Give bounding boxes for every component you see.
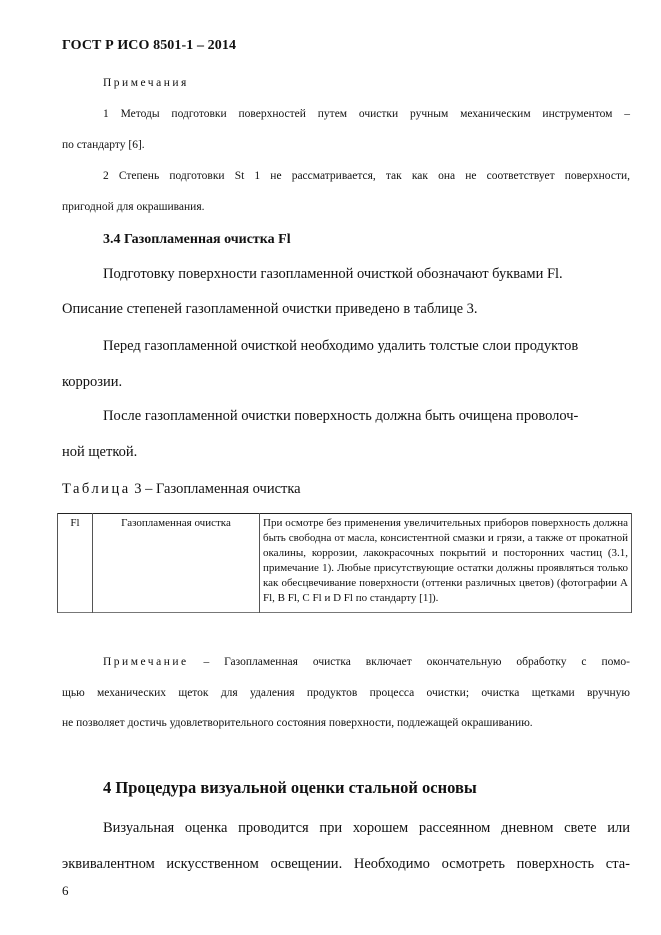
table-cell-description: При осмотре без применения увеличительных приборов поверхность должна быть свободна от масла, консистентной смазки и грязи, а также от прокатной окалины, коррозии, лакокрасочных покрытий и посторонних частиц (3.1, примечание 1). Любые присутствующие остатки должны проявляться только как обесцвечивание поверхности (оттенки различных цветов) (фотографии A Fl, B Fl, C Fl и D Fl по стандарту [1]). xyxy=(260,514,632,613)
document-header: ГОСТ Р ИСО 8501-1 – 2014 xyxy=(62,38,237,53)
note-2-line-2: пригодной для окрашивания. xyxy=(62,201,205,213)
table-row xyxy=(58,514,632,613)
section-3-4-p3-line-2: ной щеткой. xyxy=(62,444,138,460)
note-1-line-2: по стандарту [6]. xyxy=(62,139,145,151)
page-number: 6 xyxy=(62,883,69,898)
table-note-line-3: не позволяет достичь удовлетворительного состояния поверхности, подлежащей окрашиванию. xyxy=(62,717,533,729)
table-3-caption-label: Таблица xyxy=(62,481,131,497)
section-3-4-p3-line-1: После газопламенной очистки поверхность должна быть очищена проволоч- xyxy=(103,408,579,424)
section-4-p1-line-1: Визуальная оценка проводится при хорошем рассеянном дневном свете или xyxy=(103,820,630,836)
section-4-heading: 4 Процедура визуальной оценки стальной основы xyxy=(103,778,477,797)
note-2-line-1: 2 Степень подготовки St 1 не рассматривается, так как она не соответствует поверхности, xyxy=(103,170,630,182)
table-3-caption-text: 3 – Газопламенная очистка xyxy=(130,481,301,497)
section-4-p1-line-2: эквивалентном искусственном освещении. Необходимо осмотреть поверхность ста- xyxy=(62,856,630,872)
notes-heading: Примечания xyxy=(103,77,189,89)
table-cell-name: Газопламенная очистка xyxy=(93,514,260,613)
table-3 xyxy=(57,513,632,613)
section-3-4-p2-line-1: Перед газопламенной очисткой необходимо удалить толстые слои продуктов xyxy=(103,338,579,354)
section-3-4-p1-line-2: Описание степеней газопламенной очистки приведено в таблице 3. xyxy=(62,301,478,317)
table-note-label: Примечание xyxy=(103,656,189,668)
table-note-text-1: – Газопламенная очистка включает окончательную обработку с помо- xyxy=(188,656,630,668)
section-3-4-p2-line-2: коррозии. xyxy=(62,374,123,390)
section-3-4-p1-line-1: Подготовку поверхности газопламенной очисткой обозначают буквами Fl. xyxy=(103,266,563,282)
table-note-line-2: щью механических щеток для удаления продуктов процесса очистки; очистка щетками вручную xyxy=(62,687,630,699)
section-3-4-heading: 3.4 Газопламенная очистка Fl xyxy=(103,232,291,247)
table-3-caption xyxy=(62,481,301,498)
table-cell-code: Fl xyxy=(58,514,93,613)
note-1-line-1: 1 Методы подготовки поверхностей путем очистки ручным механическим инструментом – xyxy=(103,108,630,120)
table-note-line-1 xyxy=(103,656,630,668)
